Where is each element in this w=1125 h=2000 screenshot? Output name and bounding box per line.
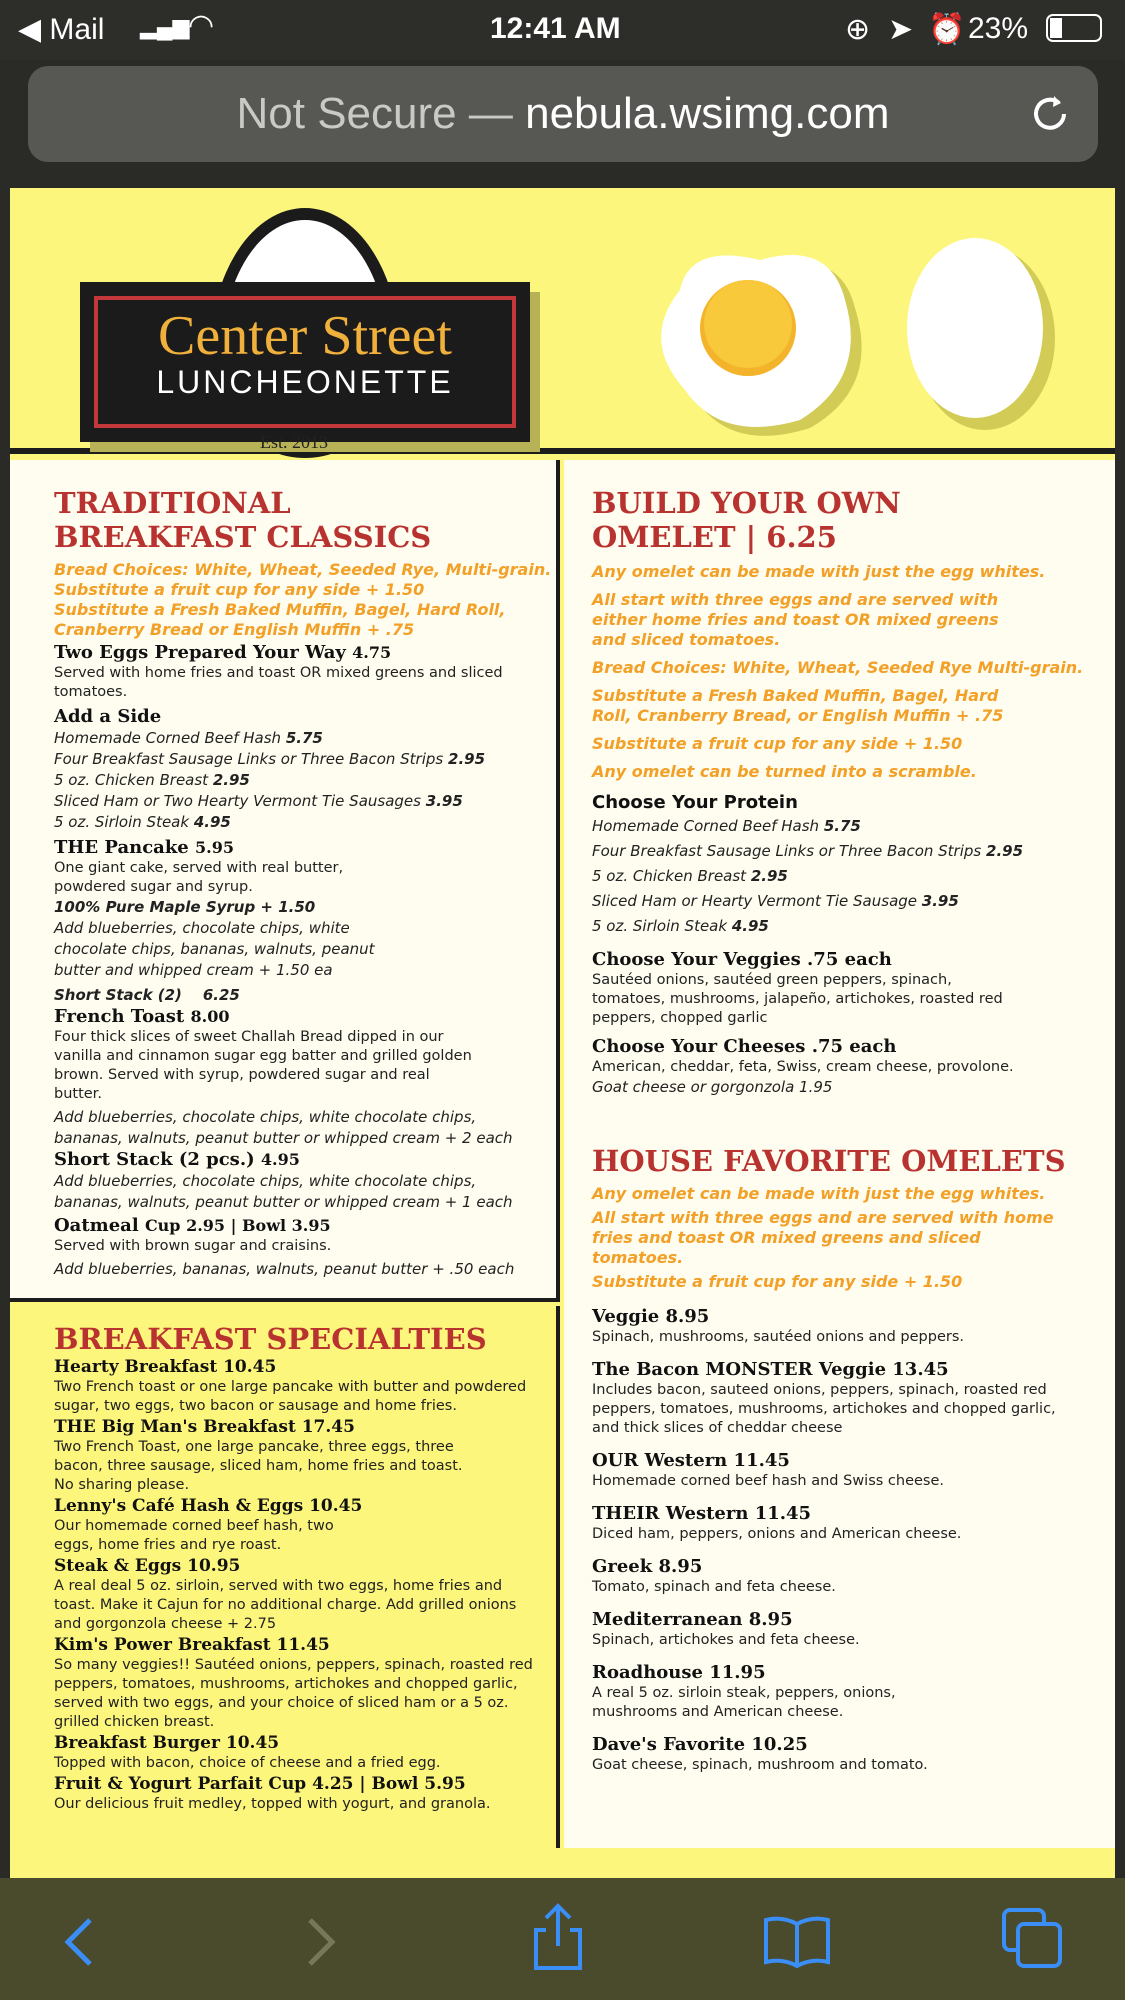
side-title: Add a Side xyxy=(54,706,162,727)
byo-title-1: BUILD YOUR OWN xyxy=(592,486,901,520)
bookmarks-icon[interactable] xyxy=(762,1914,832,1970)
location-icon: ➤ xyxy=(888,13,914,46)
logo-est: Est. 2013 xyxy=(260,432,329,452)
item-name: THE Pancake xyxy=(54,837,189,858)
item-name: Short Stack (2) xyxy=(54,986,182,1004)
side-item: Sliced Ham or Two Hearty Vermont Tie Sausages 3.95 xyxy=(54,792,463,810)
trad-title-2: BREAKFAST CLASSICS xyxy=(54,520,432,554)
browser-toolbar xyxy=(0,1878,1125,2000)
wifi-icon: ◠ xyxy=(188,9,215,42)
tabs-icon[interactable] xyxy=(1000,1906,1066,1972)
clock: 12:41 AM xyxy=(490,12,621,45)
byo-note: Substitute a fruit cup for any side + 1.50 xyxy=(592,734,963,753)
protein-item: Four Breakfast Sausage Links or Three Bacon Strips 2.95 xyxy=(592,842,1024,860)
item-desc: Served with brown sugar and craisins. xyxy=(54,1238,332,1254)
item-desc: Four thick slices of sweet Challah Bread dipped in our vanilla and cinnamon sugar egg batter and grilled golden brown. Served with syrup, powdered sugar and real butter. xyxy=(54,1029,472,1102)
back-chevron-icon[interactable] xyxy=(60,1914,100,1970)
maple-syrup: 100% Pure Maple Syrup + 1.50 xyxy=(54,898,316,916)
status-bar xyxy=(0,0,1125,60)
omelet-panel xyxy=(564,460,1115,1848)
item-name: Short Stack (2 pcs.) xyxy=(54,1149,255,1170)
trad-note: Cranberry Bread or English Muffin + .75 xyxy=(54,620,415,639)
battery-icon xyxy=(1046,14,1102,42)
item-price: 4.75 xyxy=(352,643,392,662)
trad-note: Bread Choices: White, Wheat, Seeded Rye, Multi-grain. xyxy=(54,560,552,579)
back-to-mail[interactable]: ◀ Mail xyxy=(18,13,105,46)
byo-note: Bread Choices: White, Wheat, Seeded Rye Multi-grain. xyxy=(592,658,1084,677)
rotation-lock-icon: ⊕ xyxy=(845,13,871,46)
item-desc: Served with home fries and toast OR mixed greens and sliced tomatoes. xyxy=(54,665,503,700)
byo-note: Substitute a Fresh Baked Muffin, Bagel, Hard Roll, Cranberry Bread, or English Muffin + .75 xyxy=(592,686,1004,725)
spec-items: Hearty Breakfast 10.45 Two French toast or one large pancake with butter and powdered sugar, two eggs, two bacon or sausage and home fries. THE Big Man's Breakfast 17.45 Two French Toast, one large pancake, three eggs, three bacon, three sausage, sliced ham, home fries and toast. No sharing please. Lenny's Café Hash & Eggs 10.45 Our homemade corned beef hash, two eggs, home fries and rye roast. Steak & Eggs 10.95 A real deal 5 oz. sirloin, served with two eggs, home fries and toast. Make it Cajun for no additional charge. Add grilled onions and gorgonzola cheese + 2.75 Kim's Power Breakfast 11.45 So many veggies!! Sautéed onions, peppers, spinach, roasted red peppers, tomatoes, mushrooms, artichokes and chopped garlic, served with two eggs, and your choice of sliced ham or a 5 oz. grilled chicken breast. Breakfast Burger 10.45 Topped with bacon, choice of cheese and a fried egg. Fruit & Yogurt Parfait Cup 4.25 | Bowl 5.95 Our delicious fruit medley, topped with yogurt, and granola. xyxy=(54,1357,533,1812)
menu-page xyxy=(10,188,1115,1878)
trad-note: Substitute a fruit cup for any side + 1.50 xyxy=(54,580,425,599)
house-items: Veggie 8.95 Spinach, mushrooms, sautéed onions and peppers. The Bacon MONSTER Veggie 13.45 Includes bacon, sauteed onions, peppers, spinach, roasted red peppers, tomatoes, mushrooms, artichokes and chopped garlic, and thick slices of cheddar cheese OUR Western 11.45 Homemade corned beef hash and Swiss cheese. THEIR Western 11.45 Diced ham, peppers, onions and American cheese. Greek 8.95 Tomato, spinach and feta cheese. Mediterranean 8.95 Spinach, artichokes and feta cheese. Roadhouse 11.95 A real 5 oz. sirloin steak, peppers, onions, mushrooms and American cheese. Dave's Favorite 10.25 Goat cheese, spinach, mushroom and tomato. xyxy=(592,1306,1056,1773)
house-note: Any omelet can be made with just the egg whites. xyxy=(592,1184,1046,1203)
item-name: Oatmeal xyxy=(54,1215,139,1236)
logo xyxy=(80,282,530,442)
spec-title: BREAKFAST SPECIALTIES xyxy=(54,1322,487,1356)
cheese-desc: American, cheddar, feta, Swiss, cream cheese, provolone. xyxy=(592,1059,1014,1075)
logo-line2: LUNCHEONETTE xyxy=(156,364,454,400)
ss2-add: Add blueberries, chocolate chips, white chocolate chips, bananas, walnuts, peanut butter or whipped cream + 1 each xyxy=(54,1172,513,1211)
item-price: 4.95 xyxy=(260,1150,300,1169)
cheese-title: Choose Your Cheeses .75 each xyxy=(592,1036,897,1057)
veg-desc: Sautéed onions, sautéed green peppers, spinach, tomatoes, mushrooms, jalapeño, artichokes, roasted red peppers, chopped garlic xyxy=(592,972,1003,1026)
traditional-panel xyxy=(10,460,560,1302)
reload-icon[interactable] xyxy=(1024,88,1076,140)
protein-item: 5 oz. Chicken Breast 2.95 xyxy=(592,867,788,885)
not-secure-label: Not Secure — xyxy=(236,89,513,138)
alarm-icon: ⏰ xyxy=(928,13,966,46)
item-price: 8.00 xyxy=(190,1007,230,1026)
protein-item: Homemade Corned Beef Hash 5.75 xyxy=(592,817,861,835)
side-item: Four Breakfast Sausage Links or Three Bacon Strips 2.95 xyxy=(54,750,486,768)
byo-note: Any omelet can be made with just the egg whites. xyxy=(592,562,1046,581)
egg-illustration xyxy=(640,228,1060,468)
protein-item: 5 oz. Sirloin Steak 4.95 xyxy=(592,917,769,935)
byo-title-2: OMELET | 6.25 xyxy=(592,520,837,554)
byo-note: All start with three eggs and are served with either home fries and toast OR mixed greens and sliced tomatoes. xyxy=(592,590,999,649)
trad-note: Substitute a Fresh Baked Muffin, Bagel, Hard Roll, xyxy=(54,600,506,619)
share-icon[interactable] xyxy=(528,1902,588,1972)
house-note: All start with three eggs and are served with home fries and toast OR mixed greens and sliced tomatoes. xyxy=(592,1208,1054,1267)
trad-title-1: TRADITIONAL xyxy=(54,486,291,520)
battery-percent: 23% xyxy=(968,12,1029,45)
address-bar[interactable] xyxy=(28,66,1098,162)
veg-title: Choose Your Veggies .75 each xyxy=(592,949,892,970)
house-note: Substitute a fruit cup for any side + 1.50 xyxy=(592,1272,963,1291)
protein-item: Sliced Ham or Hearty Vermont Tie Sausage 3.95 xyxy=(592,892,959,910)
url-host: nebula.wsimg.com xyxy=(525,89,890,138)
item-price: 5.95 xyxy=(195,838,234,857)
side-item: Homemade Corned Beef Hash 5.75 xyxy=(54,729,323,747)
forward-chevron-icon[interactable] xyxy=(300,1914,340,1970)
side-item: 5 oz. Chicken Breast 2.95 xyxy=(54,771,250,789)
logo-line1: Center Street xyxy=(158,305,452,367)
item-name: Two Eggs Prepared Your Way xyxy=(54,642,346,663)
item-price: Cup 2.95 | Bowl 3.95 xyxy=(144,1216,331,1235)
protein-title: Choose Your Protein xyxy=(592,792,798,813)
specialties-panel xyxy=(10,1306,560,1848)
menu-header xyxy=(10,188,1115,454)
item-price: 6.25 xyxy=(202,986,240,1004)
side-item: 5 oz. Sirloin Steak 4.95 xyxy=(54,813,231,831)
byo-note: Any omelet can be turned into a scramble. xyxy=(592,762,977,781)
pancake-add: Add blueberries, chocolate chips, white chocolate chips, bananas, walnuts, peanut butter and whipped cream + 1.50 ea xyxy=(54,919,375,979)
cheese-add: Goat cheese or gorgonzola 1.95 xyxy=(592,1078,833,1096)
item-desc: One giant cake, served with real butter, powdered sugar and syrup. xyxy=(54,860,344,895)
house-title: HOUSE FAVORITE OMELETS xyxy=(592,1144,1066,1178)
oat-add: Add blueberries, bananas, walnuts, peanut butter + .50 each xyxy=(54,1260,515,1278)
item-name: French Toast xyxy=(54,1006,185,1027)
ft-add: Add blueberries, chocolate chips, white chocolate chips, bananas, walnuts, peanut butter or whipped cream + 2 each xyxy=(54,1108,513,1147)
signal-icon: ▂▄▆ xyxy=(140,14,190,39)
